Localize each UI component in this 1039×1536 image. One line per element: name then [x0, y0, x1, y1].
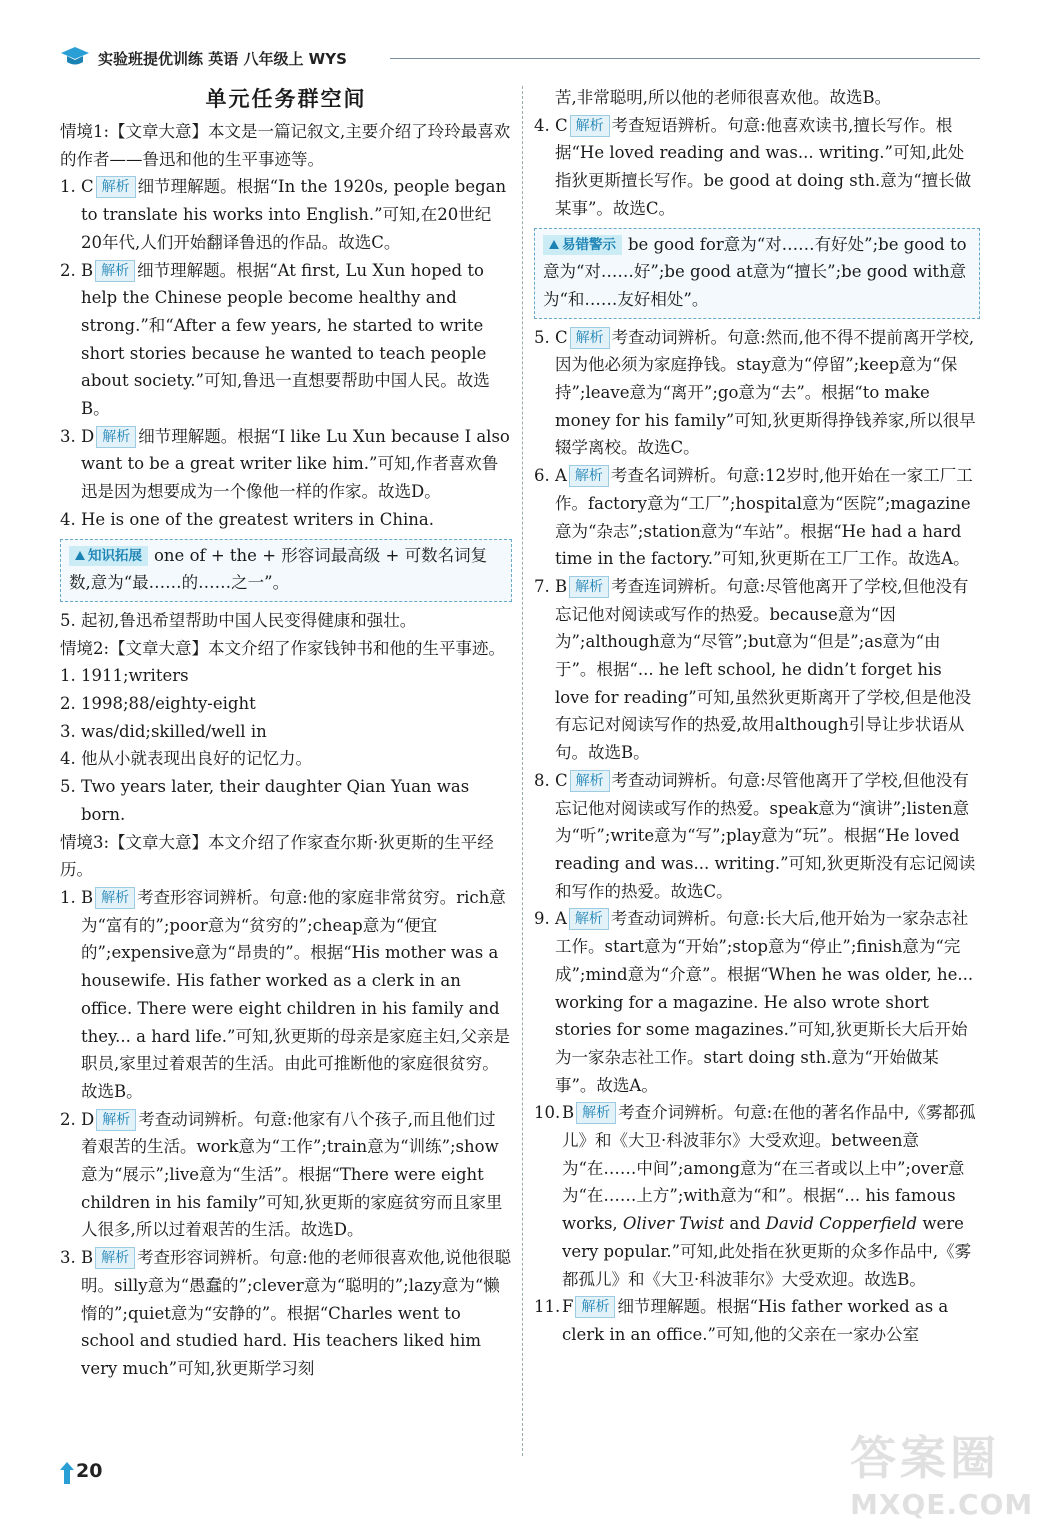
analysis-tag: 解析	[96, 1109, 136, 1131]
answer-item: 6. A 解析 考查名词辨析。句意:12岁时,他开始在一家工厂工作。factory意为“工厂”;hospital意为“医院”;magazine意为“杂志”;station意为“车站”。根据“He had a hard time in the factory.”可知,狄更斯在工厂工作。故选A。	[534, 466, 973, 569]
answer-item: 4. He is one of the greatest writers in China.	[60, 509, 434, 529]
analysis-tag: 解析	[95, 887, 135, 909]
answer-item: 3. was/did;skilled/well in	[60, 721, 267, 741]
answer-item: 3. D 解析 细节理解题。根据“I like Lu Xun because I also want to be a great writer like him.”可知,作者喜欢鲁迅是因为想要成为一个像他一样的作家。故选D。	[60, 426, 510, 502]
analysis-tag: 解析	[96, 426, 136, 448]
answer-item: 2. 1998;88/eighty-eight	[60, 694, 256, 714]
error-warning-box: 易错警示 be good for意为“对……有好处”;be good to意为“对……好”;be good at意为“擅长”;be good with意为“和……友好相处”。	[534, 228, 980, 319]
answer-item: 5. Two years later, their daughter Qian Yuan was born.	[60, 777, 470, 824]
answer-item: 2. D 解析 考查动词辨析。句意:他家有八个孩子,而且他们过着艰苦的生活。work意为“工作”;train意为“训练”;show意为“展示”;live意为“生活”。根据“There were eight children in his family”可知,狄更斯的家庭贫穷而且家里人很多,所以过着艰苦的生活。故选D。	[60, 1109, 503, 1240]
answer-item: 11. F 解析 细节理解题。根据“His father worked as a clerk in an office.”可知,他的父亲在一家办公室	[534, 1297, 949, 1344]
analysis-tag: 解析	[96, 176, 136, 198]
book-title: 实验班提优训练 英语 八年级上 WYS	[98, 50, 347, 68]
answer-item: 5. C 解析 考查动词辨析。句意:然而,他不得不提前离开学校,因为他必须为家庭挣钱。stay意为“停留”;keep意为“保持”;leave意为“离开”;go意为“去”。根据“to make money for his family”可知,狄更斯得挣钱养家,所以很早辍学离校。故选C。	[534, 327, 976, 458]
left-column	[60, 84, 512, 1383]
answer-item: 7. B 解析 考查连词辨析。句意:尽管他离开了学校,但他没有忘记他对阅读或写作的热爱。because意为“因为”;although意为“尽管”;but意为“但是”;as意为“由于”。根据“... he left school, he didn’t forget his love for reading”可知,虽然狄更斯离开了学校,但是他没有忘记对阅读写作的热爱,故用although引导让步状语从句。故选B。	[534, 576, 972, 763]
tip-marker-icon	[549, 240, 559, 249]
error-warning-label: 易错警示	[562, 236, 616, 253]
page-number: 20	[60, 1460, 118, 1488]
continued-text: 苦,非常聪明,所以他的老师很喜欢他。故选B。	[555, 88, 892, 107]
scenario-2-intro: 情境2:【文章大意】本文介绍了作家钱钟书和他的生平事迹。	[60, 638, 506, 658]
answer-item: 4. 他从小就表现出良好的记忆力。	[60, 749, 312, 769]
knowledge-tip-label: 知识拓展	[88, 547, 142, 564]
header-rule	[390, 58, 980, 59]
analysis-tag: 解析	[569, 576, 609, 598]
page-arrow-icon	[60, 1462, 74, 1484]
answer-item: 1. C 解析 细节理解题。根据“In the 1920s, people began to translate his works into English.”可知,在20世纪20年代,人们开始翻译鲁迅的作品。故选C。	[60, 177, 507, 252]
tip-marker-icon	[75, 551, 85, 560]
answer-item: 1. B 解析 考查形容词辨析。句意:他的家庭非常贫穷。rich意为“富有的”;poor意为“贫穷的”;cheap意为“便宜的”;expensive意为“昂贵的”。根据“His mother was a housewife. His father worked as a clerk in an office. There were eight children in his family and they... a hard life.”可知,狄更斯的母亲是家庭主妇,父亲是职员,家里过着艰苦的生活。由此可推断他的家庭很贫穷。故选B。	[60, 887, 510, 1101]
answer-item: 4. C 解析 考查短语辨析。句意:他喜欢读书,擅长写作。根据“He loved reading and was... writing.”可知,此处指狄更斯擅长写作。be good at doing sth.意为“擅长做某事”。故选C。	[534, 115, 972, 218]
scenario-3-intro: 情境3:【文章大意】本文介绍了作家查尔斯·狄更斯的生平经历。	[60, 832, 494, 880]
answer-item: 1. 1911;writers	[60, 666, 189, 686]
answer-item: 8. C 解析 考查动词辨析。句意:尽管他离开了学校,但他没有忘记他对阅读或写作的热爱。speak意为“演讲”;listen意为“听”;write意为“写”;play意为“玩”。根据“He loved reading and was... writing.”可知,狄更斯没有忘记阅读和写作的热爱。故选C。	[534, 770, 976, 901]
page-header	[60, 42, 980, 72]
analysis-tag: 解析	[569, 465, 609, 487]
answer-item: 5. 起初,鲁迅希望帮助中国人民变得健康和强壮。	[60, 610, 417, 630]
section-title: 单元任务群空间	[205, 87, 367, 111]
scenario-1-intro: 情境1:【文章大意】本文是一篇记叙文,主要介绍了玲玲最喜欢的作者——鲁迅和他的生平事迹等。	[60, 122, 511, 169]
analysis-tag: 解析	[575, 1296, 615, 1318]
analysis-tag: 解析	[95, 260, 135, 282]
right-column	[534, 84, 980, 1349]
column-divider	[522, 86, 523, 1456]
analysis-tag: 解析	[576, 1102, 616, 1124]
answer-item: 9. A 解析 考查动词辨析。句意:长大后,他开始为一家杂志社工作。start意为“开始”;stop意为“停止”;finish意为“完成”;mind意为“介意”。根据“When he was older, he... working for a magazine. He also wrote short stories for some magazines.”可知,狄更斯长大后开始为一家杂志社工作。start doing sth.意为“开始做某事”。故选A。	[534, 909, 974, 1095]
analysis-tag: 解析	[570, 327, 610, 349]
knowledge-tip-box: 知识拓展 one of + the + 形容词最高级 + 可数名词复数,意为“最……的……之一”。	[60, 539, 512, 602]
analysis-tag: 解析	[95, 1247, 135, 1269]
answer-item: 2. B 解析 细节理解题。根据“At first, Lu Xun hoped to help the Chinese people become healthy and strong.”和“After a few years, he started to write short stories because he wanted to teach people about society.”可知,鲁迅一直想要帮助中国人民。故选B。	[60, 260, 490, 419]
student-cap-icon	[60, 46, 90, 68]
answer-item: 10. B 解析 考查介词辨析。句意:在他的著名作品中,《雾都孤儿》和《大卫·科波菲尔》大受欢迎。between意为“在……中间”;among意为“在三者或以上中”;over意为“在……上方”;with意为“和”。根据“... his famous works, Oliver Twist and David Copperfield were very popular.”可知,此处指在狄更斯的众多作品中,《雾都孤儿》和《大卫·科波菲尔》大受欢迎。故选B。	[534, 1103, 976, 1289]
analysis-tag: 解析	[570, 115, 610, 137]
analysis-tag: 解析	[570, 770, 610, 792]
analysis-tag: 解析	[569, 908, 609, 930]
answer-item: 3. B 解析 考查形容词辨析。句意:他的老师很喜欢他,说他很聪明。silly意为“愚蠢的”;clever意为“聪明的”;lazy意为“懒惰的”;quiet意为“安静的”。根据“Charles went to school and studied hard. His teachers liked him very much”可知,狄更斯学习刻	[60, 1248, 511, 1378]
watermark-logo: 答案圈 MXQE.COM	[850, 1431, 1034, 1521]
